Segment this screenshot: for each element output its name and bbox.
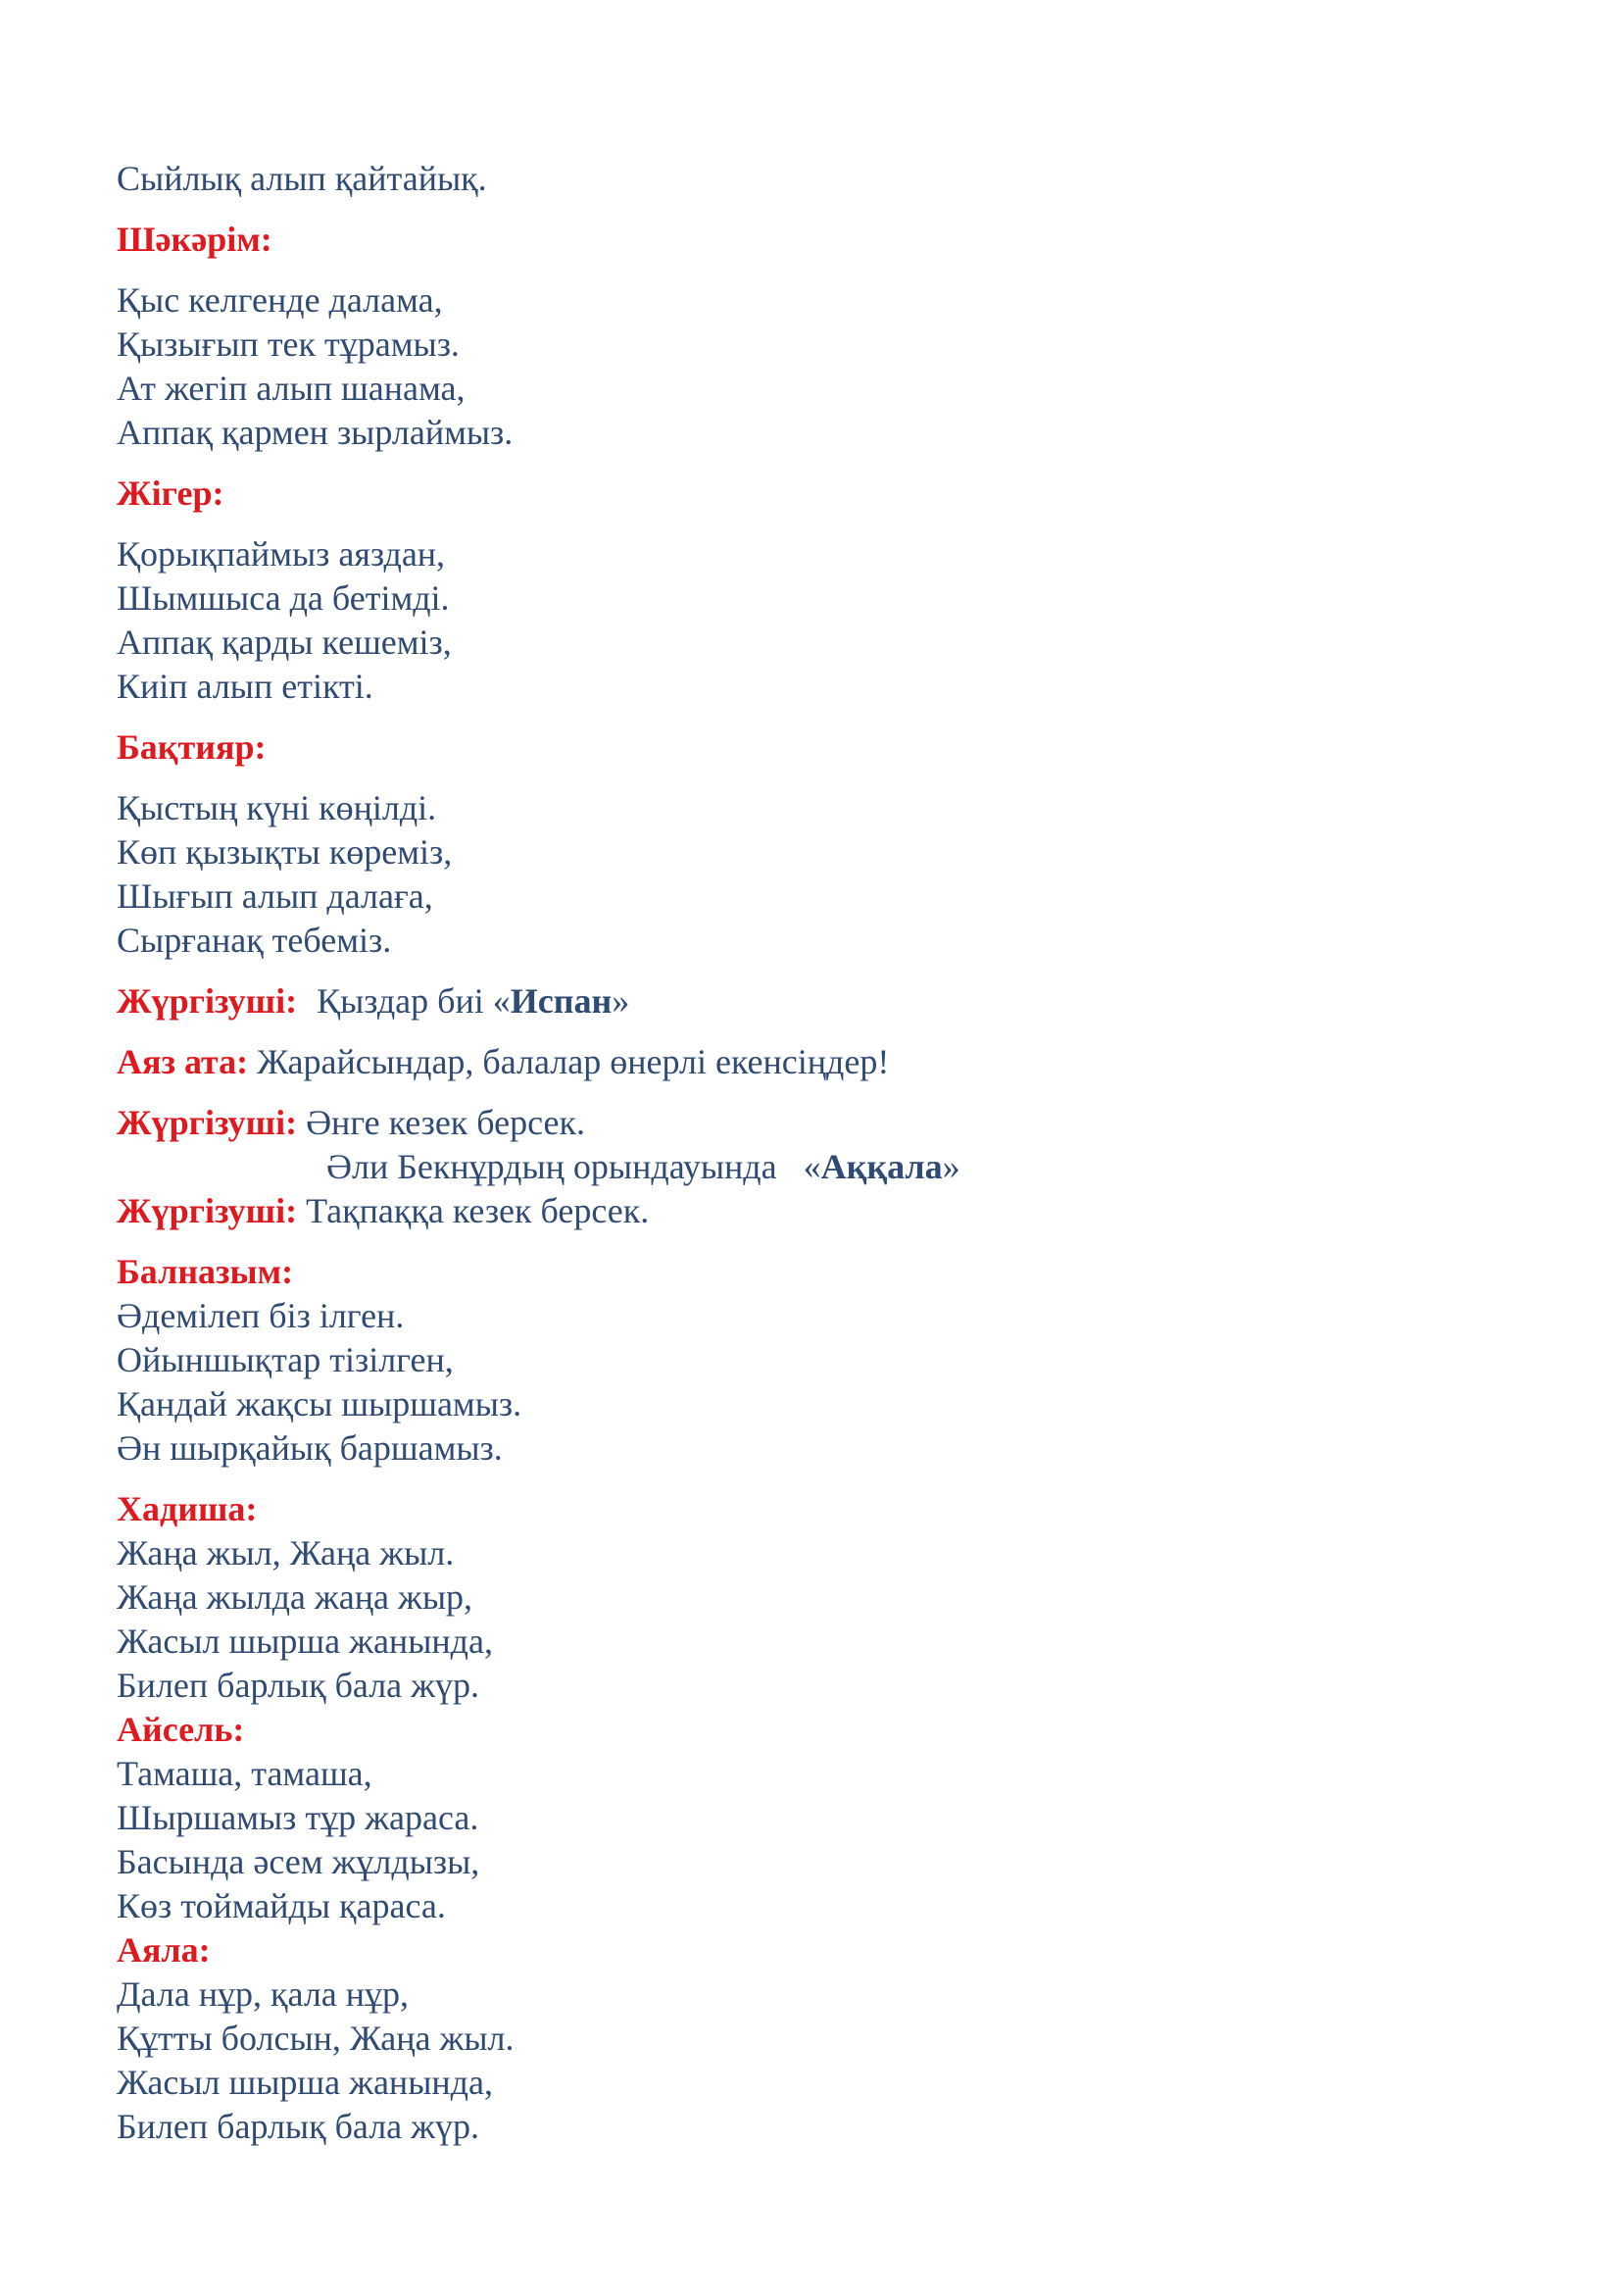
verse-line: Ат жегіп алып шанама, bbox=[117, 369, 466, 408]
verse-line: Көз тоймайды қараса. bbox=[117, 1886, 446, 1925]
verse-line: Қызығып тек тұрамыз. bbox=[117, 324, 460, 364]
verse-line: Ойыншықтар тізілген, bbox=[117, 1340, 454, 1379]
verse-line: Басында әсем жұлдызы, bbox=[117, 1842, 480, 1881]
speaker-aisel: Айсель: bbox=[117, 1710, 245, 1749]
verse-line: Дала нұр, қала нұр, bbox=[117, 1974, 410, 2014]
performer-text: Әли Бекнұрдың орындауында « bbox=[326, 1147, 821, 1186]
verse-line: Киіп алып етікті. bbox=[117, 667, 373, 706]
verse-line: Қандай жақсы шыршамыз. bbox=[117, 1384, 522, 1423]
verse-line: Жаңа жыл, Жаңа жыл. bbox=[117, 1533, 455, 1572]
verse-line: Қыстың күні көңілді. bbox=[117, 788, 437, 827]
verse-line: Әдемілеп біз ілген. bbox=[117, 1296, 405, 1335]
speaker-host: Жүргізуші: bbox=[117, 1191, 298, 1230]
verse-line: Көп қызықты көреміз, bbox=[117, 832, 453, 872]
intro-line: Сыйлық алып қайтайық. bbox=[117, 159, 487, 198]
verse-line: Шығып алып далаға, bbox=[117, 876, 433, 916]
host-line-poems bbox=[117, 1189, 649, 1233]
speaker-shakarim: Шәкәрім: bbox=[117, 220, 272, 259]
host-text: Қыздар биі « bbox=[317, 981, 511, 1021]
speaker-baktiyar: Бақтияр: bbox=[117, 727, 267, 767]
song-performer-line bbox=[326, 1145, 960, 1189]
verse-line: Аппақ қарды кешеміз, bbox=[117, 623, 452, 662]
ayaz-ata-line bbox=[117, 1040, 889, 1084]
verse-line: Құтты болсын, Жаңа жыл. bbox=[117, 2019, 515, 2058]
verse-line: Тамаша, тамаша, bbox=[117, 1754, 372, 1793]
ayaz-ata-text: Жарайсындар, балалар өнерлі екенсіңдер! bbox=[248, 1042, 890, 1081]
host-text: Әнге кезек берсек. bbox=[297, 1103, 586, 1142]
verse-line: Шымшыса да бетімді. bbox=[117, 578, 450, 618]
speaker-ayala: Аяла: bbox=[117, 1930, 211, 1970]
speaker-balnazym: Балназым: bbox=[117, 1252, 294, 1291]
verse-line: Шыршамыз тұр жараса. bbox=[117, 1798, 479, 1837]
verse-line: Сырғанақ тебеміз. bbox=[117, 921, 392, 960]
host-text: Тақпаққа кезек берсек. bbox=[297, 1191, 650, 1230]
verse-line: Жасыл шырша жанында, bbox=[117, 1622, 493, 1661]
speaker-host: Жүргізуші: bbox=[117, 1103, 298, 1142]
quote-close: » bbox=[942, 1147, 960, 1186]
verse-line: Ән шырқайық баршамыз. bbox=[117, 1428, 503, 1468]
host-line-dance bbox=[117, 979, 629, 1023]
dance-title: Испан bbox=[510, 981, 613, 1021]
speaker-khadisha: Хадиша: bbox=[117, 1489, 258, 1528]
verse-line: Аппақ қармен зырлаймыз. bbox=[117, 413, 514, 452]
speaker-ayaz-ata: Аяз ата: bbox=[117, 1042, 249, 1081]
host-line-song bbox=[117, 1101, 585, 1145]
speaker-zhiger: Жігер: bbox=[117, 474, 224, 513]
verse-line: Қорықпаймыз аяздан, bbox=[117, 534, 446, 574]
verse-line: Билеп барлық бала жүр. bbox=[117, 2107, 480, 2146]
verse-line: Билеп барлық бала жүр. bbox=[117, 1666, 480, 1705]
verse-line: Қыс келгенде далама, bbox=[117, 280, 443, 320]
song-title: Аққала bbox=[820, 1147, 943, 1186]
quote-close: » bbox=[612, 981, 630, 1021]
speaker-host: Жүргізуші: bbox=[117, 981, 298, 1021]
verse-line: Жаңа жылда жаңа жыр, bbox=[117, 1577, 473, 1617]
verse-line: Жасыл шырша жанында, bbox=[117, 2063, 493, 2102]
